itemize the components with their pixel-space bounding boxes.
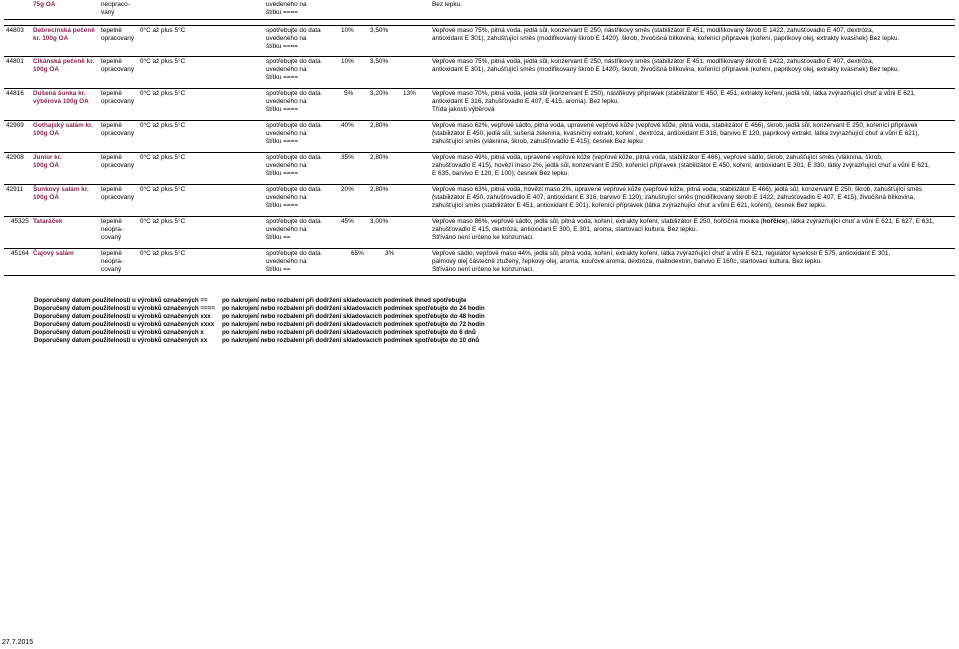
product-name-2: 100g OA	[33, 162, 59, 169]
ingredients-line: zahušťovadlo E 415), hovězí maso 2%, jedlá sůl, konzervant E 250, kořenící přípravek (stabilizátor E 450, koření, antioxidant E 301, E 330, látky zvýrazňující chuť a vůni E 621,	[432, 162, 930, 169]
fat-percent: 5%	[344, 90, 354, 97]
processing: tepelně	[101, 186, 122, 193]
product-id: 44803	[6, 27, 24, 34]
product-name: Gothajský salám kr.	[33, 122, 94, 129]
ingredients-line: (stabilizátor E 450, zahušťovadlo E 407, antioxidant E 316, barvivo E 120), zahušťující směs (modifikovaný škrob E 1422, zahušťovadlo E 407, E 415), živočišná bílkovina,	[432, 194, 915, 201]
row-divider	[4, 25, 955, 26]
label-marker: štítku ====	[266, 138, 298, 145]
ingredients-line: Vepřové maso 70%, pitná voda, jedlá sůl (konzervant E 250), nástřikový přípravek (stabilizátor E 450, E 451, extrakty koření, jedlá sůl, látka zvýrazňující chuť a vůni E 621,	[432, 90, 916, 97]
ingredients-line: Vepřové sádlo, vepřové maso 44%, jedlá sůl, pitná voda, koření, extrakty koření, látka zvýrazňující chuť a vůni E 621, regulátor kyselosti E 575, antioxidant E 301,	[432, 250, 891, 257]
label-marker: štítku ====	[266, 43, 298, 50]
storage-temp: 0°C až plus 5°C	[140, 186, 186, 193]
footnote-right: po nakrojení nebo rozbalení při dodržení skladovacích podmínek ihned spotřebujte	[222, 297, 467, 304]
ingredients-line: Bez lepku.	[432, 1, 462, 8]
storage-temp: 0°C až plus 5°C	[140, 218, 186, 225]
casing-note: Stříváno není určeno ke konzumaci.	[432, 234, 534, 241]
ingredients-line	[432, 218, 934, 226]
product-name: Junior kr.	[33, 154, 62, 161]
best-before: spotřebujte do data	[266, 250, 321, 257]
fat-percent: 65%	[351, 250, 364, 257]
processing-3: covaný	[101, 266, 122, 273]
processing-2: opracovaný	[101, 98, 135, 105]
product-name: 75g OA	[33, 1, 56, 8]
label-marker: štítku ====	[266, 9, 298, 16]
storage-temp: 0°C až plus 5°C	[140, 250, 186, 257]
salt-percent: 2,80%	[370, 122, 389, 129]
product-name-2: kr. 100g OA	[33, 35, 69, 42]
product-name-2: 100g OA	[33, 194, 59, 201]
processing: tepelně	[101, 90, 122, 97]
storage-temp: 0°C až plus 5°C	[140, 154, 186, 161]
label-marker: štítku ==	[266, 234, 291, 241]
ingredients-line: Vepřové maso 62%, vepřové sádlo, pitná voda, upravené vepřové kůže (vepřové kůže, pitná voda, stabilizátor E 466), škrob, jedlá sůl, konzervant E 250, kořenící přípravek	[432, 122, 918, 129]
row-divider	[4, 184, 955, 185]
footnote-left: Doporučený datum použitelnosti u výrobků označených xx	[34, 337, 208, 344]
label-marker: štítku ====	[266, 202, 298, 209]
footnote-left: Doporučený datum použitelnosti u výrobků označených x	[34, 329, 204, 336]
usage-label: uvedeného na	[266, 226, 307, 233]
product-id: 42908	[6, 154, 24, 161]
label-marker: štítku ====	[266, 170, 298, 177]
ingredients-part: Vepřové maso 86%, vepřové sádlo, jedlá sůl, pitná voda, koření, extrakty koření, stabilizátor E 250, hořčičná mouka (	[432, 218, 763, 225]
ingredients-line: antioxidant E 301), zahušťující směs (modifikovaný škrob E 1420), škrob, živočišná bílkovina, kořenící přípravek (koření, paprikový olej, extrakty kvasinek) Bez lepku.	[432, 66, 900, 73]
footnote-right: po nakrojení nebo rozbalení při dodržení skladovacích podmínek spotřebujte do 48 hodin	[222, 313, 485, 320]
row-divider	[4, 88, 955, 89]
processing: neopraco-	[101, 1, 130, 8]
processing-2: opracovaný	[101, 194, 135, 201]
ingredients-line: antioxidant E 316, zahušťovadlo E 407, E 415, aroma). Bez lepku.	[432, 98, 620, 105]
row-divider	[4, 56, 955, 57]
casing-note: Stříváno není určeno ke konzumaci.	[432, 266, 534, 273]
product-name: Debrecínská pečeně	[33, 27, 95, 34]
ingredients-line: E 635, barvivo E 120, E 100), česnek Bez lepku.	[432, 170, 570, 177]
ingredients-line: Vepřové maso 75%, pitná voda, jedlá sůl, konzervant E 250, nástřikový směs (stabilizátor E 451, modifikovaný škrob E 1422, zahušťovadlo E 407, dextróza,	[432, 58, 874, 65]
ingredients-line: Třída jakosti výběrová	[432, 106, 495, 113]
footnote-right: po nakrojení nebo rozbalení při dodržení skladovacích podmínek spotřebujte do 24 hodin	[222, 305, 485, 312]
label-marker: štítku ==	[266, 266, 291, 273]
salt-percent: 2,80%	[370, 186, 389, 193]
row-divider	[4, 120, 955, 121]
footnote-right: po nakrojení nebo rozbalení při dodržení skladovacích podmínek spotřebujte do 6 dnů	[222, 329, 476, 336]
usage-label: uvedeného na	[266, 162, 307, 169]
processing-2: neopra-	[101, 226, 124, 233]
ingredients-line: zahušťující směs (vláknina, škrob, zahušťovadlo E 415), česnek Bez lepku	[432, 138, 643, 145]
storage-temp: 0°C až plus 5°C	[140, 58, 186, 65]
salt-percent: 2,80%	[370, 154, 389, 161]
ingredients-line: antioxidant E 301), zahušťující směs (modifikovaný škrob E 1420), škrob, živočišná bílkovina, kořenící přípravek (koření, paprikový olej, extrakty kvasinek) Bez lepku.	[432, 35, 900, 42]
processing: tepelně	[101, 122, 122, 129]
best-before: spotřebujte do data	[266, 122, 321, 129]
ingredients-line: palmový olej částečně ztužený, řepkový olej, aroma, kouřové aroma, dextróza, maltodextrin, barvivo E 160c, startovací kultura. Bez lepku.	[432, 258, 823, 265]
row-divider	[4, 248, 955, 249]
row-divider	[4, 152, 955, 153]
footnote-right: po nakrojení nebo rozbalení při dodržení skladovacích podmínek spotřebujte do 72 hodin	[222, 321, 485, 328]
storage-temp: 0°C až plus 5°C	[140, 27, 186, 34]
best-before: spotřebujte do data	[266, 27, 321, 34]
usage-label: uvedeného na	[266, 98, 307, 105]
fat-percent: 35%	[341, 154, 354, 161]
product-name-2: výběrová 100g OA	[33, 98, 89, 105]
footnote-left: Doporučený datum použitelnosti u výrobků označených ==	[34, 297, 208, 304]
usage-label: uvedeného na	[266, 1, 307, 8]
usage-label: uvedeného na	[266, 258, 307, 265]
processing: tepelně	[101, 154, 122, 161]
label-marker: štítku ====	[266, 74, 298, 81]
processing-3: covaný	[101, 234, 122, 241]
fat-percent: 45%	[341, 218, 354, 225]
processing-2: opracovaný	[101, 162, 135, 169]
product-name: Čajový salám	[33, 250, 74, 257]
processing-2: opracovaný	[101, 66, 135, 73]
product-id: 45164	[11, 250, 29, 257]
best-before: spotřebujte do data	[266, 58, 321, 65]
processing: tepelně	[101, 250, 122, 257]
ingredients-line: zahušťující směs (stabilizátor E 451, antioxidant E 301), kořenící přípravek (látka zvýrazňující chuť a vůni E 621, koření), česnek Bez lepku.	[432, 202, 827, 209]
ingredients-line: Vepřové maso 75%, pitná voda, jedlá sůl, konzervant E 250, nástřikový směs (stabilizátor E 451, modifikovaný škrob E 1422, zahušťovadlo E 407, dextróza,	[432, 27, 874, 34]
footnote-left: Doporučený datum použitelnosti u výrobků označených xxx	[34, 313, 211, 320]
footer-date: 27.7.2015	[2, 639, 34, 646]
best-before: spotřebujte do data	[266, 90, 321, 97]
ingredients-line: (stabilizátor E 450, jedlá sůl, sušená zelenina, kvasničný extrakt, koření , dextróza, antioxidant E 316, barvivo E 120, paprikový extrakt, látka zvýrazňující chuť a vůni E 621),	[432, 130, 920, 137]
product-id: 44816	[6, 90, 24, 97]
product-id: 45325	[11, 218, 29, 225]
product-name-2: 100g OA	[33, 130, 59, 137]
product-name-2: 100g OA	[33, 66, 59, 73]
label-marker: štítku ====	[266, 106, 298, 113]
processing-2: opracovaný	[101, 35, 135, 42]
footnote-left: Doporučený datum použitelnosti u výrobků označených xxxx	[34, 321, 215, 328]
product-name: Šunkový salám kr.	[33, 186, 89, 193]
product-id: 42911	[6, 186, 24, 193]
salt-percent: 3,50%	[370, 27, 389, 34]
fat-percent: 10%	[341, 27, 354, 34]
ingredients-line: Vepřové maso 49%, pitná voda, upravené vepřové kůže (vepřové kůže, pitná voda, stabilizátor E 466), vepřové sádlo, škrob, zahušťující směs (vláknina, škrob,	[432, 154, 883, 161]
salt-percent: 3,20%	[370, 90, 389, 97]
processing: tepelně	[101, 218, 122, 225]
row-divider	[4, 275, 955, 276]
allergen-highlight: hořčice	[762, 218, 786, 225]
processing: tepelně	[101, 27, 122, 34]
salt-percent: 3,00%	[370, 218, 389, 225]
storage-temp: 0°C až plus 5°C	[140, 90, 186, 97]
best-before: spotřebujte do data	[266, 186, 321, 193]
processing-2: neopra-	[101, 258, 124, 265]
ingredients-line: Vepřové maso 63%, pitná voda, hovězí maso 2%, upravené vepřové kůže (vepřové kůže, pitná voda, stabilizátor E 466), jedlá sůl, konzervant E 250, škrob, zahušťující směs	[432, 186, 923, 193]
fat-percent: 20%	[341, 186, 354, 193]
product-name: Dušená šunka kr.	[33, 90, 86, 97]
product-id: 42909	[6, 122, 24, 129]
row-divider	[4, 19, 955, 20]
best-before: spotřebujte do data	[266, 154, 321, 161]
row-divider	[4, 216, 955, 217]
processing: tepelně	[101, 58, 122, 65]
usage-label: uvedeného na	[266, 130, 307, 137]
salt-percent: 3%	[385, 250, 395, 257]
footnote-left: Doporučený datum použitelnosti u výrobků označených ====	[34, 305, 215, 312]
ingredients-line: zahušťovadlo E 415, dextróza, antioxidant E 300, E 301, aroma, startovací kultura. Bez lepku.	[432, 226, 698, 233]
usage-label: uvedeného na	[266, 66, 307, 73]
ingredients-part: ), látka zvýrazňující chuť a vůni E 621, E 627, E 631,	[785, 218, 935, 225]
salt-percent: 3,50%	[370, 58, 389, 65]
best-before: spotřebujte do data	[266, 218, 321, 225]
processing-2: vaný	[101, 9, 115, 16]
storage-temp: 0°C až plus 5°C	[140, 122, 186, 129]
usage-label: uvedeného na	[266, 35, 307, 42]
processing-2: opracovaný	[101, 130, 135, 137]
product-name: Tataráček	[33, 218, 63, 225]
fat-percent: 40%	[341, 122, 354, 129]
fat-percent: 10%	[341, 58, 354, 65]
meat-mass-percent: 13%	[403, 90, 416, 97]
footnote-right: po nakrojení nebo rozbalení při dodržení skladovacích podmínek spotřebujte do 10 dnů	[222, 337, 480, 344]
product-name: Cikánská pečeně kr.	[33, 58, 95, 65]
usage-label: uvedeného na	[266, 194, 307, 201]
product-id: 44801	[6, 58, 24, 65]
